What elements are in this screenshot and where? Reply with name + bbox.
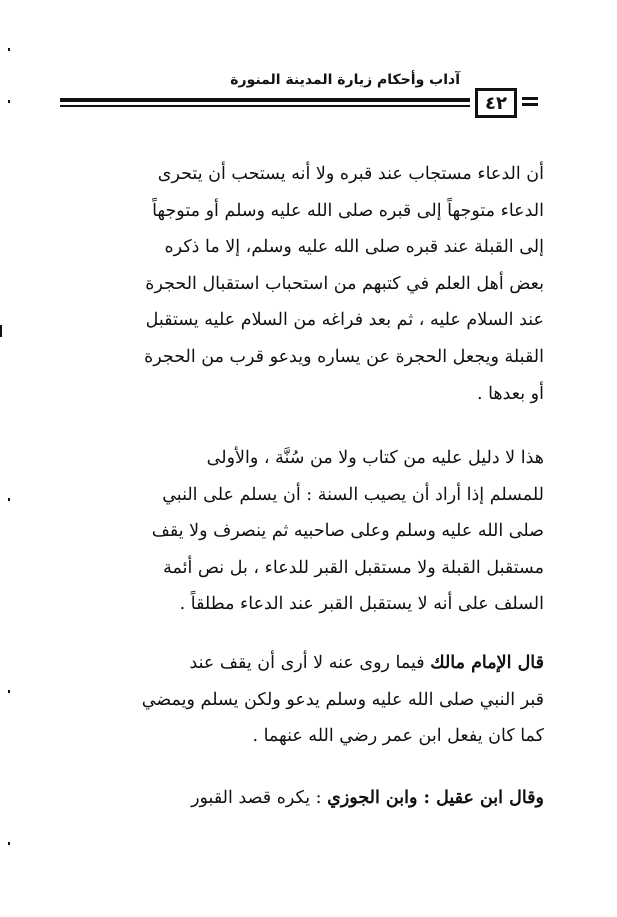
speaker-name: وقال ابن عقيل : وابن الجوزي: [327, 788, 544, 808]
text-line: القبلة ويجعل الحجرة عن يساره ويدعو قرب من الحجرة: [144, 346, 544, 367]
paragraph-2: [60, 440, 544, 623]
paragraph-4: [60, 780, 544, 817]
text-line: هذا لا دليل عليه من كتاب ولا من سُنَّة ، والأولى: [206, 448, 544, 468]
text-line: صلى الله عليه وسلم وعلى صاحبيه ثم ينصرف ولا يقف: [151, 521, 544, 542]
text-line: أن الدعاء مستجاب عند قبره ولا أنه يستحب أن يتحرى: [157, 164, 544, 184]
text-line: السلف على أنه لا يستقبل القبر عند الدعاء مطلقاً .: [179, 594, 544, 615]
text-line: إلى القبلة عند قبره صلى الله عليه وسلم، إلا ما ذكره: [164, 237, 544, 258]
text-line: كما كان يفعل ابن عمر رضي الله عنهما .: [252, 726, 544, 747]
text-line: مستقبل القبلة ولا مستقبل القبر للدعاء ، بل نص أئمة: [163, 557, 544, 578]
text-line: أو بعدها .: [476, 383, 544, 404]
scan-mark: [8, 100, 10, 103]
text-segment: فيما روى عنه لا أرى أن يقف عند: [189, 653, 425, 673]
text-line: قبر النبي صلى الله عليه وسلم يدعو ولكن يسلم ويمضي: [141, 689, 544, 710]
text-line: بعض أهل العلم في كتبهم من استحباب استقبال الحجرة: [145, 273, 544, 294]
scan-mark: [0, 325, 2, 337]
paragraph-3: [60, 645, 544, 755]
page-number: ٤٢: [475, 88, 517, 118]
text-segment: : يكره قصد القبور: [191, 788, 322, 808]
text-line: [60, 645, 544, 682]
scan-mark: [8, 842, 10, 845]
scan-mark: [8, 498, 10, 501]
scan-mark: [8, 690, 10, 693]
speaker-name: قال الإمام مالك: [430, 653, 544, 673]
paragraph-1: [60, 156, 544, 412]
text-line: [60, 780, 544, 817]
text-line: للمسلم إذا أراد أن يصيب السنة : أن يسلم على النبي: [162, 484, 544, 505]
scan-mark: [8, 48, 10, 51]
text-line: الدعاء متوجهاً إلى قبره صلى الله عليه وسلم أو متوجهاً: [152, 200, 544, 221]
header-rule: [60, 94, 470, 114]
header-ornament: [522, 97, 538, 109]
text-line: عند السلام عليه ، ثم بعد فراغه من السلام عليه يستقبل: [145, 310, 544, 331]
running-header-title: آداب وأحكام زيارة المدينة المنورة: [230, 72, 460, 88]
